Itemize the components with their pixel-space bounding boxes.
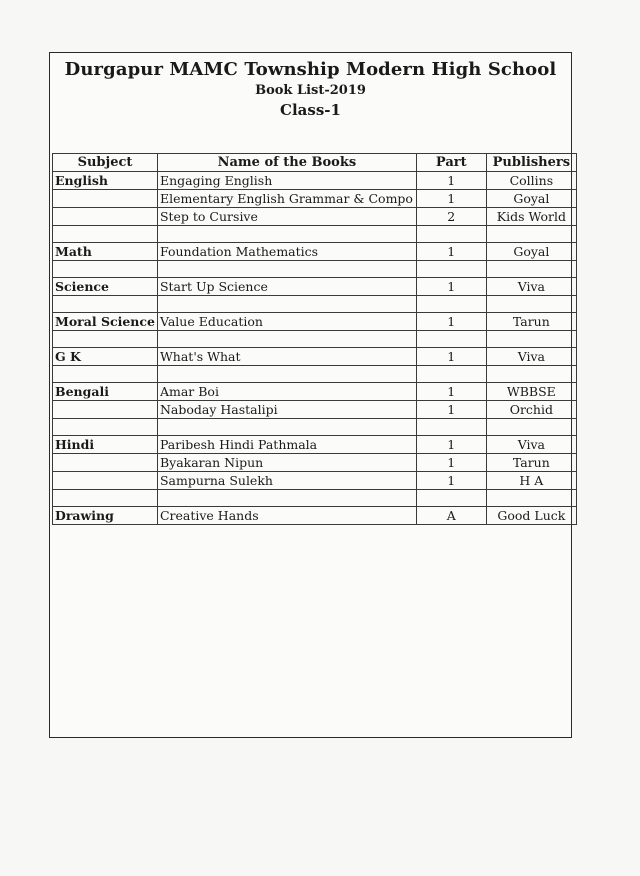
table-row [53, 190, 577, 208]
subject-cell: Hindi [53, 436, 158, 454]
book-name-cell: Foundation Mathematics [157, 243, 416, 261]
subject-cell [53, 226, 158, 243]
subject-cell [53, 490, 158, 507]
subject-cell [53, 331, 158, 348]
part-cell [416, 296, 486, 313]
book-name-cell [157, 296, 416, 313]
column-header-book-name: Name of the Books [157, 154, 416, 172]
table-row [53, 401, 577, 419]
publisher-cell: WBBSE [486, 383, 576, 401]
book-name-cell: Paribesh Hindi Pathmala [157, 436, 416, 454]
publisher-cell: Orchid [486, 401, 576, 419]
book-name-cell [157, 490, 416, 507]
subject-cell [53, 401, 158, 419]
subject-cell: English [53, 172, 158, 190]
subject-cell [53, 208, 158, 226]
subject-cell [53, 366, 158, 383]
part-cell [416, 331, 486, 348]
publisher-cell: Collins [486, 172, 576, 190]
book-name-cell: Sampurna Sulekh [157, 472, 416, 490]
publisher-cell [486, 331, 576, 348]
book-name-cell [157, 419, 416, 436]
subject-cell [53, 454, 158, 472]
publisher-cell: Viva [486, 436, 576, 454]
subject-cell [53, 472, 158, 490]
book-name-cell: Creative Hands [157, 507, 416, 525]
table-body [53, 172, 577, 525]
table-row [53, 490, 577, 507]
table-header-row [53, 154, 577, 172]
column-header-part: Part [416, 154, 486, 172]
part-cell: 1 [416, 172, 486, 190]
table-row [53, 366, 577, 383]
book-name-cell: Start Up Science [157, 278, 416, 296]
table-row [53, 296, 577, 313]
table-row [53, 348, 577, 366]
publisher-cell [486, 226, 576, 243]
book-name-cell: Byakaran Nipun [157, 454, 416, 472]
part-cell: 1 [416, 383, 486, 401]
subject-cell [53, 419, 158, 436]
subject-cell: Moral Science [53, 313, 158, 331]
publisher-cell: Tarun [486, 313, 576, 331]
table-row [53, 331, 577, 348]
publisher-cell: Viva [486, 348, 576, 366]
book-name-cell: Engaging English [157, 172, 416, 190]
table-row [53, 226, 577, 243]
publisher-cell: Viva [486, 278, 576, 296]
publisher-cell: H A [486, 472, 576, 490]
part-cell: 1 [416, 401, 486, 419]
part-cell [416, 419, 486, 436]
table-row [53, 472, 577, 490]
part-cell [416, 366, 486, 383]
book-name-cell: What's What [157, 348, 416, 366]
part-cell: 1 [416, 313, 486, 331]
publisher-cell [486, 296, 576, 313]
part-cell: 2 [416, 208, 486, 226]
book-list-sheet [49, 52, 572, 738]
part-cell: 1 [416, 278, 486, 296]
column-header-subject: Subject [53, 154, 158, 172]
subject-cell [53, 261, 158, 278]
book-name-cell [157, 226, 416, 243]
table-row [53, 313, 577, 331]
column-header-publishers: Publishers [486, 154, 576, 172]
table-row [53, 243, 577, 261]
table-row [53, 454, 577, 472]
subject-cell: G K [53, 348, 158, 366]
part-cell: 1 [416, 243, 486, 261]
table-row [53, 261, 577, 278]
publisher-cell: Goyal [486, 190, 576, 208]
table-row [53, 383, 577, 401]
part-cell: 1 [416, 348, 486, 366]
publisher-cell: Goyal [486, 243, 576, 261]
book-name-cell: Amar Boi [157, 383, 416, 401]
table-row [53, 507, 577, 525]
table-row [53, 208, 577, 226]
publisher-cell: Good Luck [486, 507, 576, 525]
part-cell: 1 [416, 436, 486, 454]
table-row [53, 278, 577, 296]
publisher-cell: Kids World [486, 208, 576, 226]
book-name-cell [157, 261, 416, 278]
part-cell [416, 490, 486, 507]
part-cell [416, 226, 486, 243]
publisher-cell [486, 419, 576, 436]
subject-cell [53, 190, 158, 208]
part-cell: 1 [416, 472, 486, 490]
school-name: Durgapur MAMC Township Modern High School [64, 59, 557, 80]
book-name-cell: Naboday Hastalipi [157, 401, 416, 419]
part-cell [416, 261, 486, 278]
publisher-cell: Tarun [486, 454, 576, 472]
subject-cell: Math [53, 243, 158, 261]
table-row [53, 419, 577, 436]
book-name-cell [157, 366, 416, 383]
class-title: Class-1 [280, 101, 341, 119]
subject-cell: Bengali [53, 383, 158, 401]
book-list-title: Book List-2019 [255, 83, 366, 98]
part-cell: A [416, 507, 486, 525]
publisher-cell [486, 366, 576, 383]
book-name-cell: Step to Cursive [157, 208, 416, 226]
publisher-cell [486, 490, 576, 507]
book-name-cell: Elementary English Grammar & Compo [157, 190, 416, 208]
subject-cell: Science [53, 278, 158, 296]
books-table [52, 153, 577, 525]
subject-cell: Drawing [53, 507, 158, 525]
part-cell: 1 [416, 190, 486, 208]
sheet-header [50, 59, 571, 119]
publisher-cell [486, 261, 576, 278]
book-name-cell [157, 331, 416, 348]
book-name-cell: Value Education [157, 313, 416, 331]
part-cell: 1 [416, 454, 486, 472]
subject-cell [53, 296, 158, 313]
table-row [53, 172, 577, 190]
table-row [53, 436, 577, 454]
